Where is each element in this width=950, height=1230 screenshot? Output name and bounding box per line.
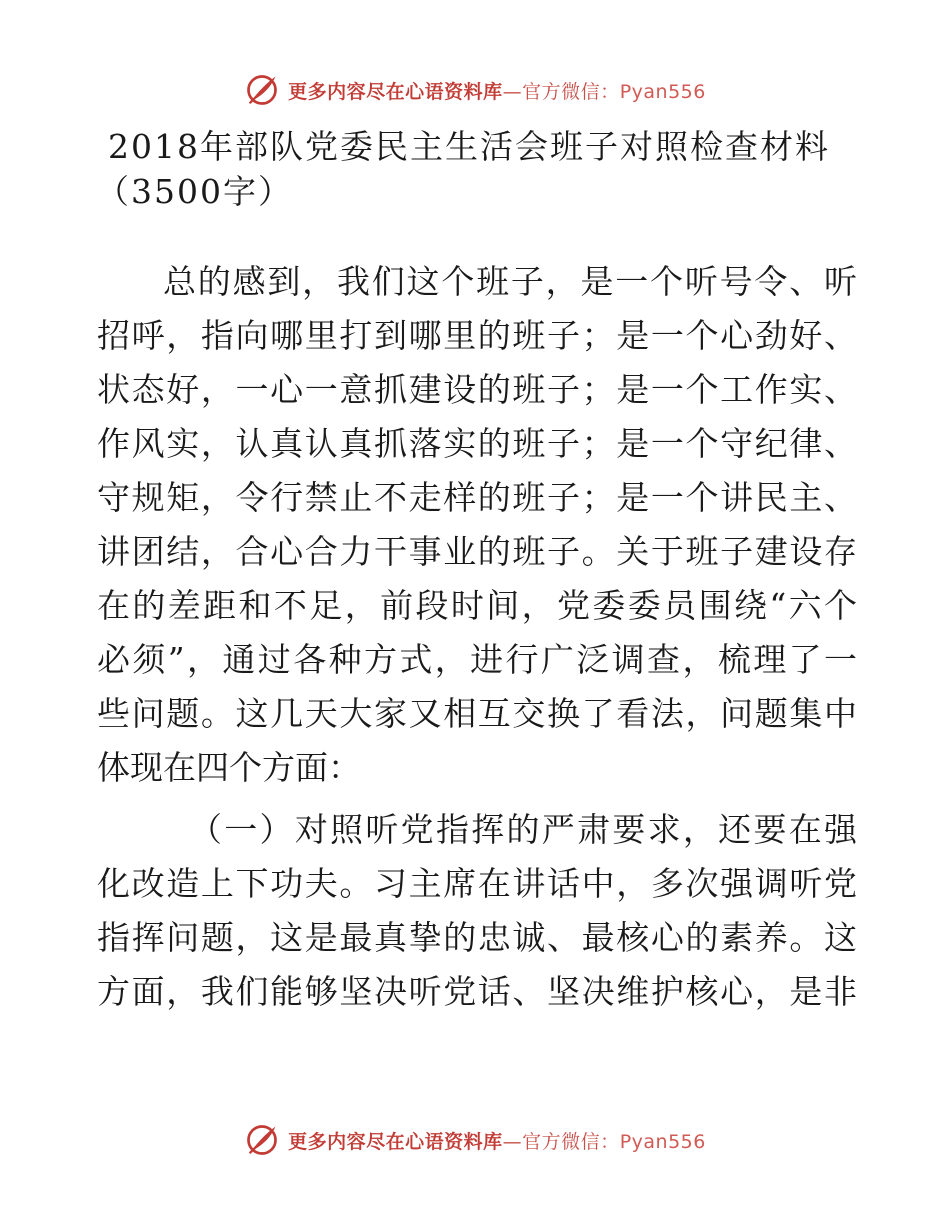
feather-quill-logo-icon [244, 72, 280, 108]
paragraph-line: 指挥问题，这是最真挚的忠诚、最核心的素养。这 [97, 918, 857, 957]
paragraph-line: 讲团结，合心合力干事业的班子。关于班子建设存 [97, 532, 857, 571]
footer-watermark-banner [0, 1118, 950, 1162]
document-body [97, 255, 857, 1019]
watermark-site-name: 更多内容尽在心语资料库 [288, 80, 503, 103]
watermark-text [288, 77, 706, 104]
watermark-site-name: 更多内容尽在心语资料库 [288, 1130, 503, 1153]
watermark-dash: — [502, 80, 523, 103]
header-watermark-banner [0, 68, 950, 112]
watermark-dash: — [502, 1130, 523, 1153]
paragraph-line: 作风实，认真认真抓落实的班子；是一个守纪律、 [97, 424, 857, 463]
paragraph-line: 守规矩，令行禁止不走样的班子；是一个讲民主、 [97, 478, 857, 517]
watermark-wechat-handle: Pyan556 [619, 80, 706, 103]
title-line-2: （3500字） [96, 172, 293, 211]
paragraph-1 [97, 255, 857, 795]
paragraph-line: （一）对照听党指挥的严肃要求，还要在强 [189, 810, 857, 849]
paragraph-spacer [97, 795, 857, 803]
paragraph-line: 总的感到，我们这个班子，是一个听号令、听 [163, 262, 857, 301]
watermark-wechat-label: 官方微信： [522, 80, 620, 103]
paragraph-line: 些问题。这几天大家又相互交换了看法，问题集中 [97, 694, 857, 733]
paragraph-line: 方面，我们能够坚决听党话、坚决维护核心，是非 [97, 972, 857, 1011]
watermark-wechat-handle: Pyan556 [619, 1130, 706, 1153]
paragraph-line: 必须”，通过各种方式，进行广泛调查，梳理了一 [97, 640, 857, 679]
paragraph-2 [97, 803, 857, 1019]
document-title [96, 124, 928, 214]
paragraph-line: 体现在四个方面： [97, 748, 361, 787]
feather-quill-logo-icon [244, 1122, 280, 1158]
paragraph-line: 化改造上下功夫。习主席在讲话中，多次强调听党 [97, 864, 857, 903]
watermark-text [288, 1127, 706, 1154]
paragraph-line: 招呼，指向哪里打到哪里的班子；是一个心劲好、 [97, 316, 857, 355]
watermark-wechat-label: 官方微信： [522, 1130, 620, 1153]
paragraph-line: 状态好，一心一意抓建设的班子；是一个工作实、 [97, 370, 857, 409]
paragraph-line: 在的差距和不足，前段时间，党委委员围绕“六个 [97, 586, 857, 625]
title-line-1: 2018年部队党委民主生活会班子对照检查材料 [108, 127, 830, 166]
